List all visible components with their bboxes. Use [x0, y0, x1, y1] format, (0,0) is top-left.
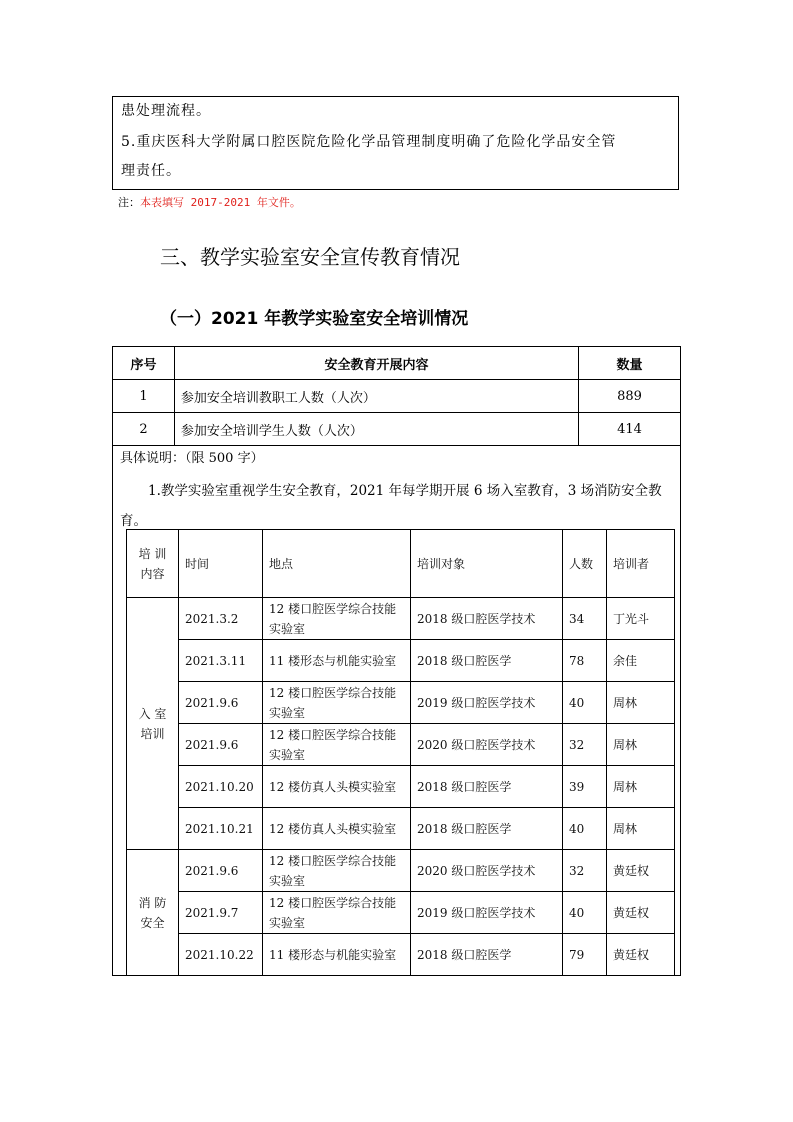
training-trainer: 黄廷权	[607, 850, 675, 892]
header-people: 人数	[563, 530, 607, 598]
header-audience: 培训对象	[411, 530, 563, 598]
training-people: 32	[563, 850, 607, 892]
row-no: 1	[113, 380, 175, 413]
header-location: 地点	[263, 530, 411, 598]
table-row	[113, 380, 681, 413]
training-audience: 2020 级口腔医学技术	[411, 850, 563, 892]
training-time: 2021.9.7	[179, 892, 263, 934]
training-audience: 2019 级口腔医学技术	[411, 892, 563, 934]
row-count: 889	[579, 380, 681, 413]
training-header-row	[127, 530, 675, 598]
box-line-1: 患处理流程。	[121, 103, 211, 119]
training-table	[126, 529, 675, 976]
training-people: 40	[563, 892, 607, 934]
training-audience: 2018 级口腔医学	[411, 766, 563, 808]
training-time: 2021.9.6	[179, 682, 263, 724]
training-location: 11 楼形态与机能实验室	[263, 934, 411, 976]
training-time: 2021.3.11	[179, 640, 263, 682]
training-row	[127, 892, 675, 934]
section-title: 三、教学实验室安全宣传教育情况	[160, 245, 460, 269]
row-content: 参加安全培训教职工人数（人次）	[174, 380, 578, 413]
training-audience: 2020 级口腔医学技术	[411, 724, 563, 766]
note-text: 本表填写 2017-2021 年文件。	[140, 196, 301, 209]
training-audience: 2018 级口腔医学	[411, 640, 563, 682]
header-count: 数量	[579, 347, 681, 380]
row-content: 参加安全培训学生人数（人次）	[174, 413, 578, 446]
training-audience: 2019 级口腔医学技术	[411, 682, 563, 724]
training-trainer: 黄廷权	[607, 934, 675, 976]
note-prefix: 注：	[118, 196, 140, 209]
description-label: 具体说明：（限 500 字）	[120, 451, 264, 466]
training-people: 40	[563, 808, 607, 850]
training-row	[127, 682, 675, 724]
training-time: 2021.9.6	[179, 850, 263, 892]
training-trainer: 周林	[607, 766, 675, 808]
training-audience: 2018 级口腔医学	[411, 808, 563, 850]
training-trainer: 周林	[607, 682, 675, 724]
training-location: 12 楼口腔医学综合技能实验室	[263, 682, 411, 724]
training-people: 32	[563, 724, 607, 766]
training-trainer: 丁光斗	[607, 598, 675, 640]
row-count: 414	[579, 413, 681, 446]
training-time: 2021.10.21	[179, 808, 263, 850]
box-line-2: 5.重庆医科大学附属口腔医院危险化学品管理制度明确了危险化学品安全管	[121, 134, 617, 150]
subsection-title: （一）2021 年教学实验室安全培训情况	[160, 309, 469, 329]
training-location: 12 楼仿真人头模实验室	[263, 766, 411, 808]
training-people: 39	[563, 766, 607, 808]
training-row	[127, 850, 675, 892]
training-time: 2021.10.22	[179, 934, 263, 976]
header-no: 序号	[113, 347, 175, 380]
table-header-row	[113, 347, 681, 380]
header-time: 时间	[179, 530, 263, 598]
training-row	[127, 598, 675, 640]
row-no: 2	[113, 413, 175, 446]
training-time: 2021.3.2	[179, 598, 263, 640]
training-location: 12 楼口腔医学综合技能实验室	[263, 724, 411, 766]
training-location: 11 楼形态与机能实验室	[263, 640, 411, 682]
training-trainer: 周林	[607, 724, 675, 766]
training-row	[127, 724, 675, 766]
box-line-3: 理责任。	[121, 163, 181, 179]
training-row	[127, 934, 675, 976]
training-trainer: 黄廷权	[607, 892, 675, 934]
training-people: 79	[563, 934, 607, 976]
training-row	[127, 808, 675, 850]
header-category: 培 训 内容	[127, 530, 179, 598]
training-time: 2021.10.20	[179, 766, 263, 808]
training-row	[127, 766, 675, 808]
training-category: 入 室 培训	[127, 598, 179, 850]
training-location: 12 楼仿真人头模实验室	[263, 808, 411, 850]
training-people: 40	[563, 682, 607, 724]
training-location: 12 楼口腔医学综合技能实验室	[263, 850, 411, 892]
top-text-box	[112, 96, 679, 190]
header-trainer: 培训者	[607, 530, 675, 598]
education-summary-table	[112, 346, 681, 446]
training-people: 78	[563, 640, 607, 682]
training-category: 消 防 安全	[127, 850, 179, 976]
table-row	[113, 413, 681, 446]
header-content: 安全教育开展内容	[174, 347, 578, 380]
training-trainer: 余佳	[607, 640, 675, 682]
training-row	[127, 640, 675, 682]
description-text	[120, 476, 680, 536]
training-trainer: 周林	[607, 808, 675, 850]
training-location: 12 楼口腔医学综合技能实验室	[263, 892, 411, 934]
training-audience: 2018 级口腔医学	[411, 934, 563, 976]
training-time: 2021.9.6	[179, 724, 263, 766]
training-location: 12 楼口腔医学综合技能实验室	[263, 598, 411, 640]
description-paragraph: 1.教学实验室重视学生安全教育，2021 年每学期开展 6 场入室教育，3 场消防安全教育。	[120, 483, 662, 529]
training-audience: 2018 级口腔医学技术	[411, 598, 563, 640]
table-note	[118, 194, 301, 210]
training-people: 34	[563, 598, 607, 640]
